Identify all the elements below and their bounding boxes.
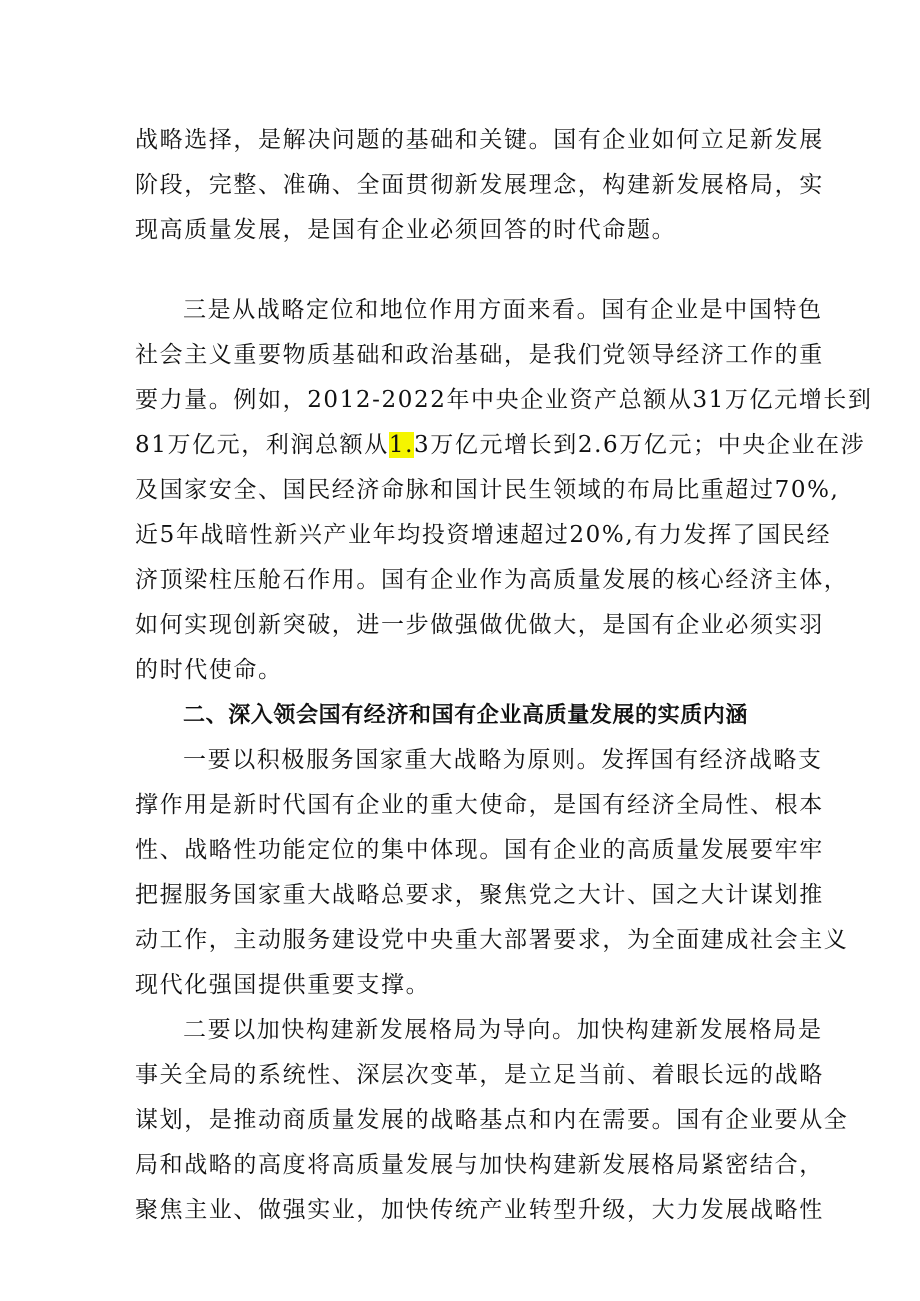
text-line: 事关全局的系统性、深层次变革，是立足当前、着眼长远的战略 bbox=[135, 1062, 824, 1088]
text-line: 聚焦主业、做强实业，加快传统产业转型升级，大力发展战略性 bbox=[135, 1197, 824, 1223]
text-line: 如何实现创新突破，进一步做强做优做大，是国有企业必须实羽 bbox=[135, 612, 824, 638]
text-line: 局和战略的高度将高质量发展与加快构建新发展格局紧密结合， bbox=[135, 1152, 824, 1178]
text-line: 阶段，完整、准确、全面贯彻新发展理念，构建新发展格局，实 bbox=[135, 172, 824, 198]
text-line: 现高质量发展，是国有企业必须回答的时代命题。 bbox=[135, 217, 677, 243]
text-line: 二要以加快构建新发展格局为导向。加快构建新发展格局是 bbox=[183, 1017, 823, 1043]
paragraph-new-development-pattern bbox=[135, 1008, 849, 1233]
highlighted-text: 1. bbox=[388, 432, 415, 458]
text-line: 动工作，主动服务建设党中央重大部署要求，为全面建成社会主义 bbox=[135, 927, 849, 953]
text-segment: 81万亿元，利润总额从 bbox=[135, 432, 389, 458]
section-heading: 二、深入领会国有经济和国有企业高质量发展的实质内涵 bbox=[183, 703, 749, 728]
text-line: 一要以积极服务国家重大战略为原则。发挥国有经济战略支 bbox=[183, 747, 823, 773]
text-line: 撑作用是新时代国有企业的重大使命，是国有经济全局性、根本 bbox=[135, 792, 824, 818]
text-segment: 3万亿元增长到2.6万亿元；中央企业在涉 bbox=[414, 432, 866, 458]
text-line: 三是从战略定位和地位作用方面来看。国有企业是中国特色 bbox=[183, 297, 823, 323]
text-line: 谋划，是推动商质量发展的战略基点和内在需要。国有企业要从全 bbox=[135, 1107, 849, 1133]
document-page bbox=[135, 118, 873, 1233]
text-line: 性、战略性功能定位的集中体现。国有企业的高质量发展要牢牢 bbox=[135, 837, 824, 863]
paragraph-serve-national-strategy bbox=[135, 738, 849, 1008]
text-line: 近5年战暗性新兴产业年均投资增速超过20%,有力发挥了国民经 bbox=[135, 522, 832, 548]
paragraph-strategic-choice bbox=[135, 118, 824, 253]
text-line: 及国家安全、国民经济命脉和国计民生领域的布局比重超过70%, bbox=[135, 477, 840, 503]
text-line: 的时代使命。 bbox=[135, 657, 283, 683]
text-line: 社会主义重要物质基础和政治基础，是我们党领导经济工作的重 bbox=[135, 342, 824, 368]
text-line: 现代化强国提供重要支撑。 bbox=[135, 972, 431, 998]
text-line: 把握服务国家重大战略总要求，聚焦党之大计、国之大计谋划推 bbox=[135, 882, 824, 908]
text-line: 济顶梁柱压舱石作用。国有企业作为高质量发展的核心经济主体， bbox=[135, 567, 849, 593]
text-line: 要力量。例如，2012-2022年中央企业资产总额从31万亿元增长到 bbox=[135, 387, 873, 413]
paragraph-gap bbox=[135, 253, 795, 288]
paragraph-strategic-positioning bbox=[135, 288, 873, 693]
text-line: 战略选择，是解决问题的基础和关键。国有企业如何立足新发展 bbox=[135, 127, 824, 153]
text-line-with-highlight bbox=[135, 423, 866, 468]
